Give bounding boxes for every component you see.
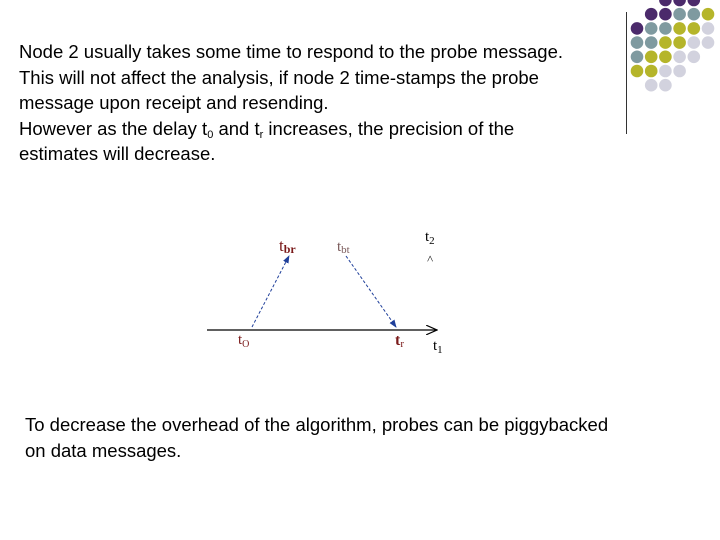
text-line-1: Node 2 usually takes some time to respond to the probe message. — [19, 41, 563, 62]
axis-direction-mark: > — [423, 255, 437, 262]
label-t2: $t_2$ — [425, 229, 435, 247]
text-line-2: This will not affect the analysis, if node 2 time-stamps the probe — [19, 66, 539, 88]
text-line-4-part-b: and t — [213, 117, 260, 139]
label-t1: $t_1$ — [433, 338, 443, 356]
subscript-r: r — [259, 128, 264, 141]
text-line-3: message upon receipt and resending. — [19, 92, 329, 113]
label-tbt: tbt — [337, 239, 350, 256]
text-line-4-part-c: increases, the precision of the — [263, 117, 515, 139]
text-line-4-part-a: However as the delay t — [19, 117, 208, 139]
closing-paragraph — [25, 412, 705, 463]
probe-send-arrow — [252, 256, 289, 327]
label-tr: tr — [395, 332, 404, 350]
closing-line-1: To decrease the overhead of the algorithm, probes can be piggybacked — [25, 414, 609, 435]
label-t0: $t_O$ — [238, 332, 250, 350]
text-line-5: estimates will decrease. — [19, 143, 216, 164]
label-tbr: tbr — [279, 236, 296, 256]
subscript-zero: 0 — [207, 128, 214, 141]
probe-reply-arrow — [346, 256, 396, 327]
closing-line-2: on data messages. — [25, 439, 182, 461]
